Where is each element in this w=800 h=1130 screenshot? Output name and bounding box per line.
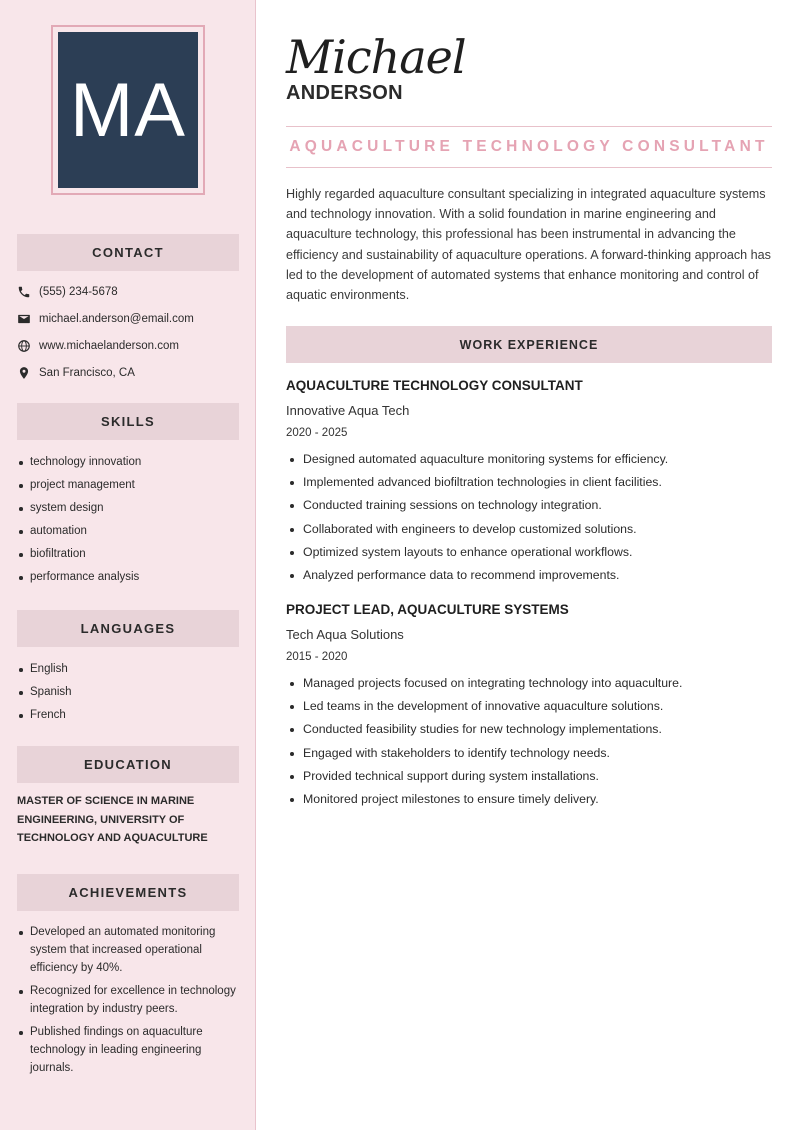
phone-icon	[17, 285, 31, 299]
list-item: performance analysis	[17, 568, 239, 586]
list-item: Designed automated aquaculture monitoring systems for efficiency.	[286, 448, 772, 471]
contact-phone-text: (555) 234-5678	[39, 285, 118, 298]
list-item: Managed projects focused on integrating technology into aquaculture.	[286, 672, 772, 695]
contact-phone	[17, 278, 247, 305]
work-experience-heading: WORK EXPERIENCE	[286, 326, 772, 363]
list-item: Optimized system layouts to enhance operational workflows.	[286, 541, 772, 564]
contact-heading: CONTACT	[17, 234, 239, 271]
monogram-frame	[51, 25, 205, 195]
contact-website-text[interactable]: www.michaelanderson.com	[39, 339, 179, 352]
job-company: Tech Aqua Solutions	[286, 627, 404, 642]
contact-list	[17, 278, 247, 386]
list-item: Conducted training sessions on technology integration.	[286, 494, 772, 517]
email-icon	[17, 312, 31, 326]
job-bullets	[286, 448, 772, 587]
job-bullets	[286, 672, 772, 811]
education-degree: MASTER OF SCIENCE IN MARINE ENGINEERING, UNIVERSITY OF TECHNOLOGY AND AQUACULTURE	[17, 795, 208, 844]
list-item: project management	[17, 476, 239, 494]
achievements-heading: ACHIEVEMENTS	[17, 874, 239, 911]
job-entry	[286, 378, 772, 587]
globe-icon	[17, 339, 31, 353]
location-pin-icon	[17, 366, 31, 380]
list-item: Led teams in the development of innovative aquaculture solutions.	[286, 695, 772, 718]
monogram: MA	[58, 32, 198, 188]
list-item: Spanish	[17, 683, 239, 701]
list-item: English	[17, 660, 239, 678]
list-item: technology innovation	[17, 453, 239, 471]
first-name: Michael	[286, 30, 466, 84]
contact-website	[17, 332, 247, 359]
contact-email-text[interactable]: michael.anderson@email.com	[39, 312, 194, 325]
job-dates: 2015 - 2020	[286, 651, 348, 663]
sidebar	[0, 0, 256, 1130]
languages-list	[17, 660, 239, 729]
job-title: PROJECT LEAD, AQUACULTURE SYSTEMS	[286, 602, 569, 617]
contact-location	[17, 359, 247, 386]
job-company: Innovative Aqua Tech	[286, 403, 410, 418]
list-item: Published findings on aquaculture technology in leading engineering journals.	[17, 1023, 239, 1077]
list-item: Provided technical support during system installations.	[286, 765, 772, 788]
education-heading: EDUCATION	[17, 746, 239, 783]
job-title: AQUACULTURE TECHNOLOGY CONSULTANT	[286, 378, 583, 393]
skills-list	[17, 453, 239, 591]
list-item: Implemented advanced biofiltration technologies in client facilities.	[286, 471, 772, 494]
summary: Highly regarded aquaculture consultant specializing in integrated aquaculture systems and technology innovation. With a solid foundation in marine engineering and aquaculture technology, this professional has been instrumental in advancing the efficiency and sustainability of aquaculture operations. A forward-thinking approach has led to the development of automated systems that enhance monitoring and control of aquatic environments.	[286, 187, 771, 303]
list-item: Conducted feasibility studies for new technology implementations.	[286, 718, 772, 741]
contact-location-text: San Francisco, CA	[39, 366, 135, 379]
list-item: Engaged with stakeholders to identify technology needs.	[286, 742, 772, 765]
list-item: Developed an automated monitoring system that increased operational efficiency by 40%.	[17, 923, 239, 977]
languages-heading: LANGUAGES	[17, 610, 239, 647]
job-entry	[286, 602, 772, 811]
job-title-banner: AQUACULTURE TECHNOLOGY CONSULTANT	[286, 126, 772, 168]
contact-email	[17, 305, 247, 332]
list-item: system design	[17, 499, 239, 517]
skills-heading: SKILLS	[17, 403, 239, 440]
job-dates: 2020 - 2025	[286, 427, 348, 439]
list-item: Monitored project milestones to ensure timely delivery.	[286, 788, 772, 811]
list-item: French	[17, 706, 239, 724]
list-item: Analyzed performance data to recommend improvements.	[286, 564, 772, 587]
list-item: automation	[17, 522, 239, 540]
list-item: Recognized for excellence in technology integration by industry peers.	[17, 982, 239, 1018]
list-item: biofiltration	[17, 545, 239, 563]
last-name: ANDERSON	[286, 82, 403, 104]
list-item: Collaborated with engineers to develop customized solutions.	[286, 518, 772, 541]
achievements-list	[17, 923, 239, 1082]
